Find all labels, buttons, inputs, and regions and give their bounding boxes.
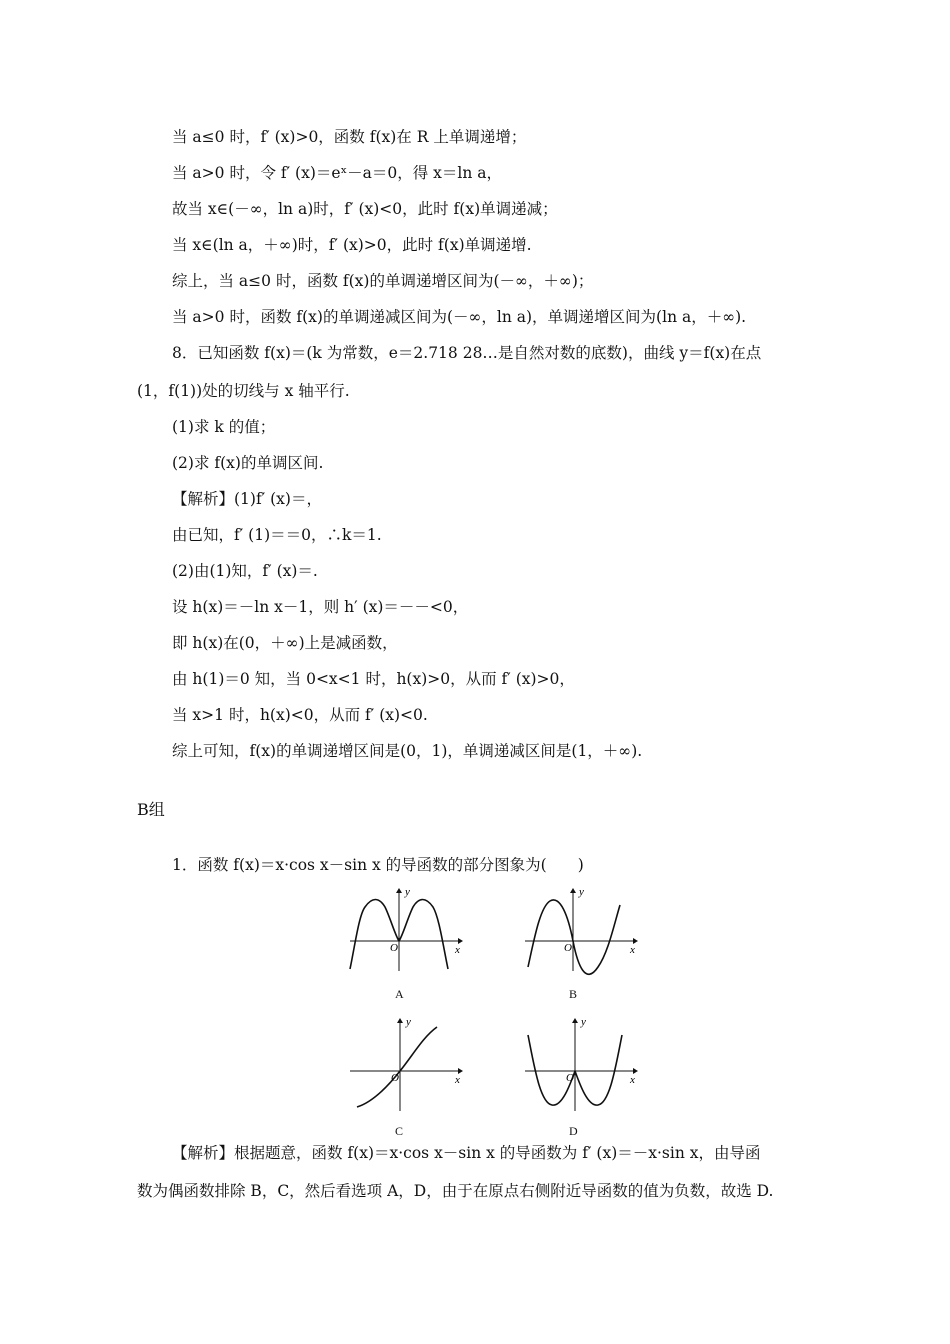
graph-b <box>520 885 640 977</box>
text-line-6: 当 a>0 时，函数 f(x)的单调递减区间为(－∞，ln a)，单调递增区间为(ln a，＋∞). <box>172 308 747 326</box>
graph-d <box>520 1015 640 1115</box>
origin-label: O <box>564 942 572 954</box>
text-line-4: 当 x∈(ln a，＋∞)时，f′ (x)>0，此时 f(x)单调递增. <box>172 236 532 254</box>
solution-line-7: 当 x>1 时，h(x)<0，从而 f′ (x)<0. <box>172 706 428 724</box>
graph-b-curve <box>528 900 620 974</box>
text-line-2: 当 a>0 时，令 f′ (x)＝eˣ－a＝0，得 x＝ln a， <box>172 164 503 182</box>
solution-line-1: 【解析】(1)f′ (x)＝， <box>172 490 322 508</box>
solution-line-2: 由已知，f′ (1)＝＝0，∴k＝1. <box>172 526 382 544</box>
solution-line-3: (2)由(1)知，f′ (x)＝. <box>172 562 318 580</box>
graph-c-label: C <box>395 1124 404 1138</box>
origin-label: O <box>391 1072 399 1084</box>
problem-8-statement-cont: (1，f(1))处的切线与 x 轴平行. <box>137 382 350 400</box>
section-b-heading: B组 <box>137 800 165 819</box>
solution-line-8: 综上可知，f(x)的单调递增区间是(0，1)，单调递减区间是(1，＋∞). <box>172 742 643 760</box>
y-label: y <box>406 1016 411 1028</box>
origin-label: O <box>390 942 398 954</box>
problem-8-statement: 8．已知函数 f(x)＝(k 为常数，e＝2.718 28…是自然对数的底数)，曲线 y＝f(x)在点 <box>172 344 762 362</box>
answer-line-1: 【解析】根据题意，函数 f(x)＝x·cos x－sin x 的导函数为 f′ (x)＝－x·sin x，由导函 <box>172 1144 761 1162</box>
solution-line-6: 由 h(1)＝0 知，当 0<x<1 时，h(x)>0，从而 f′ (x)>0， <box>172 670 575 688</box>
solution-line-4: 设 h(x)＝－ln x－1，则 h′ (x)＝－－<0， <box>172 598 469 616</box>
problem-8-part-1: (1)求 k 的值； <box>172 418 276 436</box>
text-line-5: 综上，当 a≤0 时，函数 f(x)的单调递增区间为(－∞，＋∞)； <box>172 272 594 290</box>
graph-a <box>345 885 465 977</box>
text-line-1: 当 a≤0 时，f′ (x)>0，函数 f(x)在 R 上单调递增； <box>172 128 527 146</box>
y-label: y <box>579 886 584 898</box>
x-label: x <box>630 1074 635 1086</box>
graph-d-label: D <box>569 1124 578 1138</box>
answer-line-2: 数为偶函数排除 B，C，然后看选项 A，D，由于在原点右侧附近导函数的值为负数，故选 D. <box>137 1182 774 1200</box>
y-label: y <box>581 1016 586 1028</box>
x-label: x <box>455 944 460 956</box>
problem-8-part-2: (2)求 f(x)的单调区间. <box>172 454 324 472</box>
y-label: y <box>405 886 410 898</box>
text-line-3: 故当 x∈(－∞，ln a)时，f′ (x)<0，此时 f(x)单调递减； <box>172 200 558 218</box>
x-label: x <box>455 1074 460 1086</box>
origin-label: O <box>566 1072 574 1084</box>
question-1: 1．函数 f(x)＝x·cos x－sin x 的导函数的部分图象为( ) <box>172 856 584 874</box>
graph-a-label: A <box>395 987 404 1001</box>
graph-c-curve <box>357 1027 437 1107</box>
solution-line-5: 即 h(x)在(0，＋∞)上是减函数， <box>172 634 398 652</box>
graph-c <box>345 1015 465 1115</box>
x-label: x <box>630 944 635 956</box>
graph-b-label: B <box>569 987 578 1001</box>
